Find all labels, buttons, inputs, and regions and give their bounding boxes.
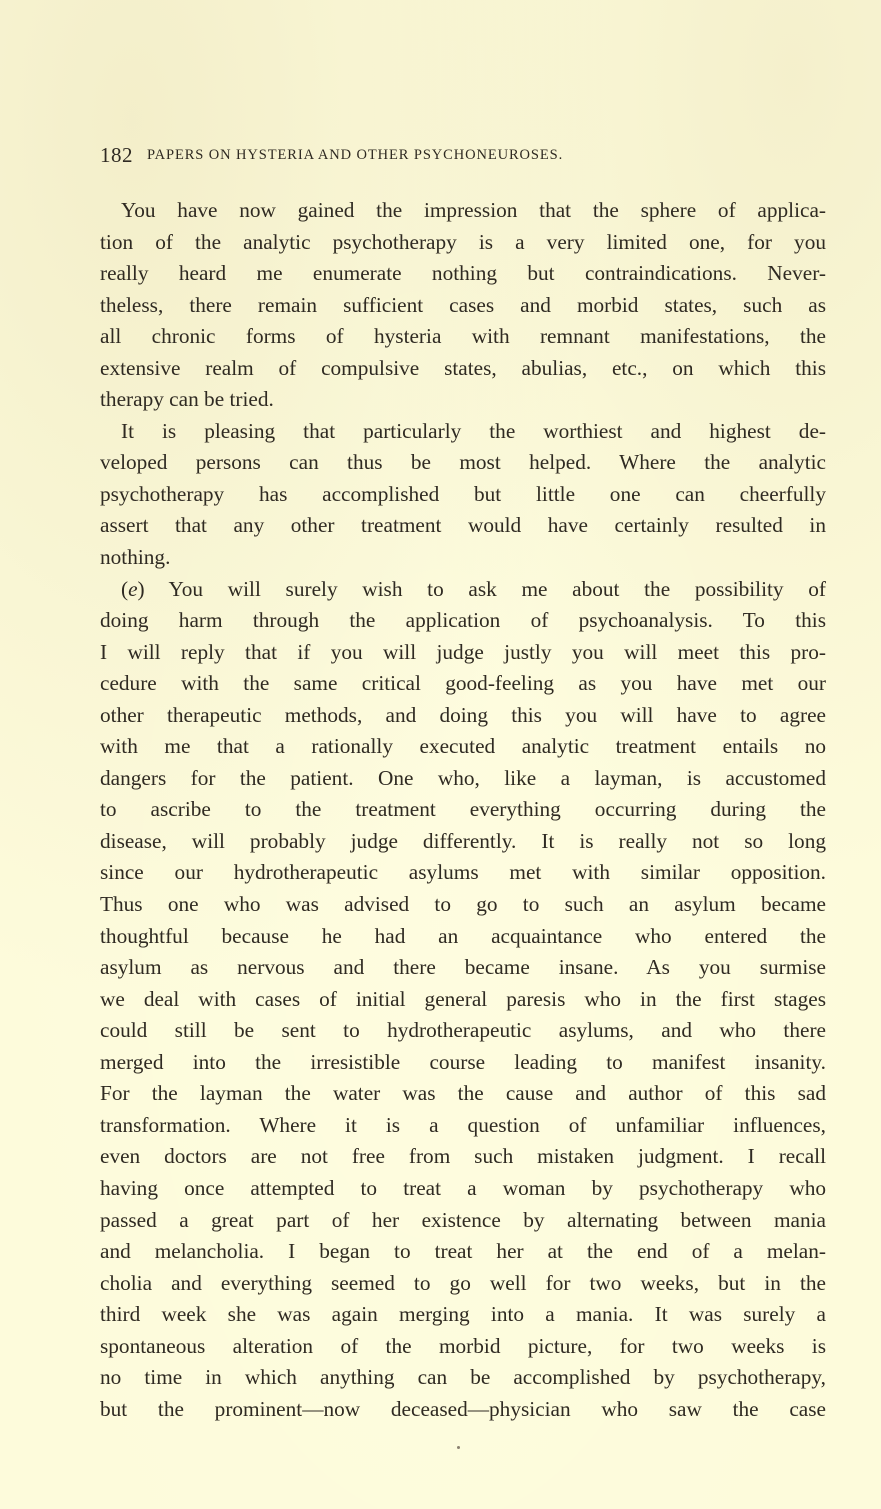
text-line: having once attempted to treat a woman by psychotherapy who (100, 1175, 826, 1200)
text-line: You have now gained the impression that the sphere of applica- (121, 198, 826, 222)
text-line: but the prominent—now deceased—physician who saw the case (100, 1396, 826, 1421)
text-line: really heard me enumerate nothing but contraindications. Never- (100, 261, 826, 286)
text-line: all chronic forms of hysteria with remnant manifestations, the (100, 324, 826, 349)
text-line: no time in which anything can be accomplished by psychotherapy, (100, 1365, 826, 1390)
text-line: (e) You will surely wish to ask me about the possibility of (121, 576, 826, 601)
text-line: It is pleasing that particularly the worthiest and highest de- (121, 418, 826, 443)
text-line: For the layman the water was the cause and author of this sad (100, 1081, 826, 1106)
page-number: 182 (100, 143, 133, 167)
text-line: nothing. (100, 545, 171, 570)
text-line: disease, will probably judge differently. It is really not so long (100, 828, 826, 853)
text-line: tion of the analytic psychotherapy is a very limited one, for you (100, 229, 826, 254)
text-line: extensive realm of compulsive states, abulias, etc., on which this (100, 355, 826, 380)
text-line: spontaneous alteration of the morbid picture, for two weeks is (100, 1333, 826, 1358)
text-line: therapy can be tried. (100, 387, 274, 412)
enumerator-letter: e (128, 576, 138, 601)
text-line: merged into the irresistible course leading to manifest insanity. (100, 1049, 826, 1074)
text-line: thoughtful because he had an acquaintance who entered the (100, 923, 826, 948)
paper-speck (457, 1446, 460, 1449)
text-line: and melancholia. I began to treat her at the end of a melan- (100, 1239, 826, 1264)
running-head-title: PAPERS ON HYSTERIA AND OTHER PSYCHONEUROSES. (147, 147, 564, 163)
running-head (100, 143, 760, 167)
text-line: asylum as nervous and there became insane. As you surmise (100, 955, 826, 980)
text-line: with me that a rationally executed analytic treatment entails no (100, 734, 826, 759)
text-line: third week she was again merging into a mania. It was surely a (100, 1302, 826, 1327)
text-line: assert that any other treatment would have certainly resulted in (100, 513, 826, 538)
text-line: Thus one who was advised to go to such an asylum became (100, 892, 826, 917)
text-line: since our hydrotherapeutic asylums met with similar opposition. (100, 860, 826, 885)
text-line: transformation. Where it is a question of unfamiliar influences, (100, 1112, 826, 1137)
text-line: I will reply that if you will judge justly you will meet this pro- (100, 639, 826, 664)
text-line: we deal with cases of initial general paresis who in the first stages (100, 986, 826, 1011)
text-line: could still be sent to hydrotherapeutic asylums, and who there (100, 1018, 826, 1043)
text-line: cedure with the same critical good-feeling as you have met our (100, 671, 826, 696)
text-line: psychotherapy has accomplished but little one can cheerfully (100, 481, 826, 506)
text-line: veloped persons can thus be most helped. Where the analytic (100, 450, 826, 475)
text-line: to ascribe to the treatment everything occurring during the (100, 797, 826, 822)
body-text (100, 195, 826, 1425)
text-line: other therapeutic methods, and doing this you will have to agree (100, 702, 826, 727)
text-line: theless, there remain sufficient cases and morbid states, such as (100, 292, 826, 317)
text-line: dangers for the patient. One who, like a layman, is accustomed (100, 765, 826, 790)
text-line: doing harm through the application of psychoanalysis. To this (100, 608, 826, 633)
text-line: even doctors are not free from such mistaken judgment. I recall (100, 1144, 826, 1169)
text-line: passed a great part of her existence by alternating between mania (100, 1207, 826, 1232)
text-line: cholia and everything seemed to go well for two weeks, but in the (100, 1270, 826, 1295)
